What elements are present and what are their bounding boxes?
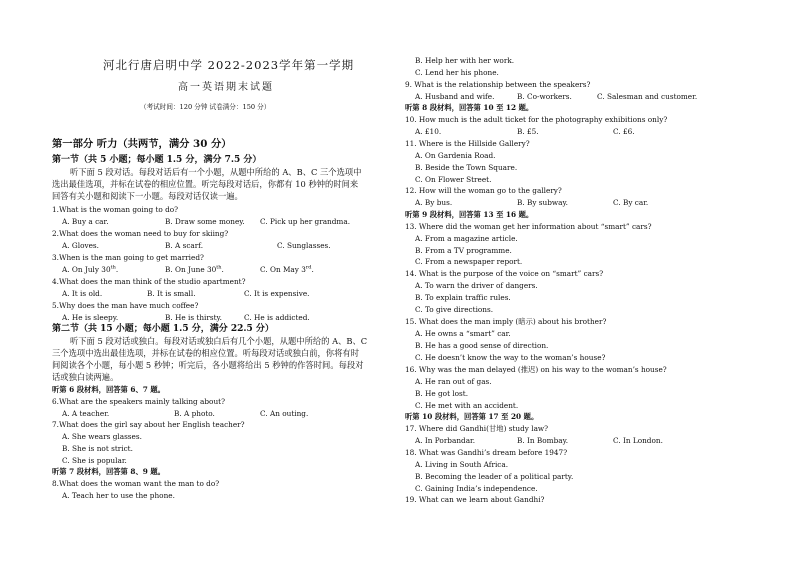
- exam-subtitle: 高一英语期末试题: [178, 82, 274, 93]
- section2-instruction-1: 听下面 5 段对话或独白。每段对话或独白后有几个小题，从题中所给的 A、B、C: [70, 336, 368, 346]
- question-3: 3.When is the man going to get married?: [52, 253, 204, 262]
- q1-option-b: B. Draw some money.: [165, 217, 245, 226]
- question-6: 6.What are the speakers mainly talking about?: [52, 397, 225, 406]
- q8-option-c: C. Lend her his phone.: [415, 68, 499, 77]
- question-15: 15. What does the man imply (暗示) about his brother?: [405, 317, 607, 326]
- q16-option-c: C. He met with an accident.: [415, 401, 519, 410]
- question-13: 13. Where did the woman get her information about “smart” cars?: [405, 222, 652, 231]
- q4-option-a: A. It is old.: [62, 289, 103, 298]
- q18-option-b: B. Becoming the leader of a political party.: [415, 472, 574, 481]
- q6-option-a: A. A teacher.: [62, 409, 110, 418]
- q5-option-b: B. He is thirsty.: [165, 313, 223, 322]
- q9-option-c: C. Salesman and customer.: [597, 92, 698, 101]
- exam-title: 河北行唐启明中学 2022-2023学年第一学期: [103, 58, 355, 72]
- section2-instruction-2: 三个选项中选出最佳选项，并标在试卷的相应位置。听每段对话或独白前，你将有时: [52, 348, 359, 358]
- q4-option-c: C. It is expensive.: [244, 289, 310, 298]
- section2-instruction-4: 话或独白读两遍。: [52, 372, 119, 382]
- q2-option-a: A. Gloves.: [62, 241, 99, 250]
- question-5: 5.Why does the man have much coffee?: [52, 301, 199, 310]
- q17-option-c: C. In London.: [613, 436, 663, 445]
- question-11: 11. Where is the Hillside Gallery?: [405, 139, 530, 148]
- q12-option-c: C. By car.: [613, 198, 649, 207]
- q15-option-b: B. He has a good sense of direction.: [415, 341, 549, 350]
- q1-option-c: C. Pick up her grandma.: [260, 217, 351, 226]
- q10-option-a: A. £10.: [415, 127, 442, 136]
- q13-option-a: A. From a magazine article.: [415, 234, 518, 243]
- q13-option-c: C. From a newspaper report.: [415, 257, 523, 266]
- q8-option-a: A. Teach her to use the phone.: [62, 491, 175, 500]
- question-19: 19. What can we learn about Gandhi?: [405, 495, 545, 504]
- material-6-heading: 听第 6 段材料，回答第 6、7 题。: [52, 385, 165, 394]
- q2-option-c: C. Sunglasses.: [277, 241, 331, 250]
- q17-option-a: A. In Porbandar.: [415, 436, 476, 445]
- q14-option-c: C. To give directions.: [415, 305, 494, 314]
- question-4: 4.What does the man think of the studio apartment?: [52, 277, 246, 286]
- part1-heading: 第一部分 听力（共两节，满分 30 分）: [52, 138, 232, 150]
- q10-option-c: C. £6.: [613, 127, 635, 136]
- q18-option-a: A. Living in South Africa.: [415, 460, 509, 469]
- q13-option-b: B. From a TV programme.: [415, 246, 512, 255]
- q12-option-a: A. By bus.: [415, 198, 453, 207]
- q17-option-b: B. In Bombay.: [517, 436, 569, 445]
- q11-option-b: B. Beside the Town Square.: [415, 163, 518, 172]
- section2-instruction-3: 间阅读各个小题，每小题 5 秒钟；听完后，各小题将给出 5 秒钟的作答时间。每段对: [52, 360, 364, 370]
- q5-option-c: C. He is addicted.: [244, 313, 310, 322]
- section1-heading: 第一节（共 5 小题；每小题 1.5 分，满分 7.5 分）: [52, 155, 262, 165]
- q15-option-a: A. He owns a “smart” car.: [415, 329, 511, 338]
- q9-option-a: A. Husband and wife.: [415, 92, 495, 101]
- q15-option-c: C. He doesn’t know the way to the woman’s house?: [415, 353, 606, 362]
- question-17: 17. Where did Gandhi(甘地) study law?: [405, 424, 549, 433]
- q10-option-b: B. £5.: [517, 127, 539, 136]
- section1-instruction-1: 听下面 5 段对话。每段对话后有一个小题，从题中所给的 A、B、C 三个选项中: [70, 167, 362, 177]
- question-18: 18. What was Gandhi’s dream before 1947?: [405, 448, 568, 457]
- section1-instruction-3: 回答有关小题和阅读下一小题。每段对话仅读一遍。: [52, 191, 243, 201]
- question-12: 12. How will the woman go to the gallery?: [405, 186, 562, 195]
- q7-option-c: C. She is popular.: [62, 456, 127, 465]
- q16-option-b: B. He got lost.: [415, 389, 469, 398]
- q18-option-c: C. Gaining India’s independence.: [415, 484, 538, 493]
- question-14: 14. What is the purpose of the voice on “smart” cars?: [405, 269, 604, 278]
- q2-option-b: B. A scarf.: [165, 241, 204, 250]
- q6-option-c: C. An outing.: [260, 409, 309, 418]
- q14-option-a: A. To warn the driver of dangers.: [415, 281, 538, 290]
- q7-option-a: A. She wears glasses.: [62, 432, 142, 441]
- question-2: 2.What does the woman need to buy for skiing?: [52, 229, 229, 238]
- q11-option-c: C. On Flower Street.: [415, 175, 492, 184]
- material-8-heading: 听第 8 段材料，回答第 10 至 12 题。: [405, 103, 534, 112]
- question-9: 9. What is the relationship between the speakers?: [405, 80, 591, 89]
- question-7: 7.What does the girl say about her English teacher?: [52, 420, 245, 429]
- question-8: 8.What does the woman want the man to do?: [52, 479, 220, 488]
- material-7-heading: 听第 7 段材料，回答第 8、9 题。: [52, 467, 165, 476]
- q14-option-b: B. To explain traffic rules.: [415, 293, 511, 302]
- section2-heading: 第二节（共 15 小题；每小题 1.5 分，满分 22.5 分）: [52, 324, 274, 334]
- q8-option-b: B. Help her with her work.: [415, 56, 515, 65]
- q16-option-a: A. He ran out of gas.: [415, 377, 492, 386]
- q3-option-c: C. On May 3rd.: [260, 264, 314, 274]
- q9-option-b: B. Co-workers.: [517, 92, 572, 101]
- q7-option-b: B. She is not strict.: [62, 444, 133, 453]
- q3-option-a: A. On July 30th.: [62, 264, 119, 274]
- question-10: 10. How much is the adult ticket for the photography exhibitions only?: [405, 115, 668, 124]
- q5-option-a: A. He is sleepy.: [62, 313, 119, 322]
- q4-option-b: B. It is small.: [147, 289, 196, 298]
- q6-option-b: B. A photo.: [174, 409, 215, 418]
- material-9-heading: 听第 9 段材料，回答第 13 至 16 题。: [405, 210, 534, 219]
- q3-option-b: B. On June 30th.: [165, 264, 224, 274]
- section1-instruction-2: 选出最佳选项，并标在试卷的相应位置。听完每段对话后，你都有 10 秒钟的时间来: [52, 179, 359, 189]
- exam-info: （考试时间：120 分钟 试卷满分：150 分）: [140, 103, 271, 111]
- q12-option-b: B. By subway.: [517, 198, 568, 207]
- question-16: 16. Why was the man delayed (推迟) on his way to the woman’s house?: [405, 365, 667, 374]
- q1-option-a: A. Buy a car.: [62, 217, 109, 226]
- material-10-heading: 听第 10 段材料，回答第 17 至 20 题。: [405, 412, 539, 421]
- q11-option-a: A. On Gardenia Road.: [415, 151, 496, 160]
- question-1: 1.What is the woman going to do?: [52, 205, 179, 214]
